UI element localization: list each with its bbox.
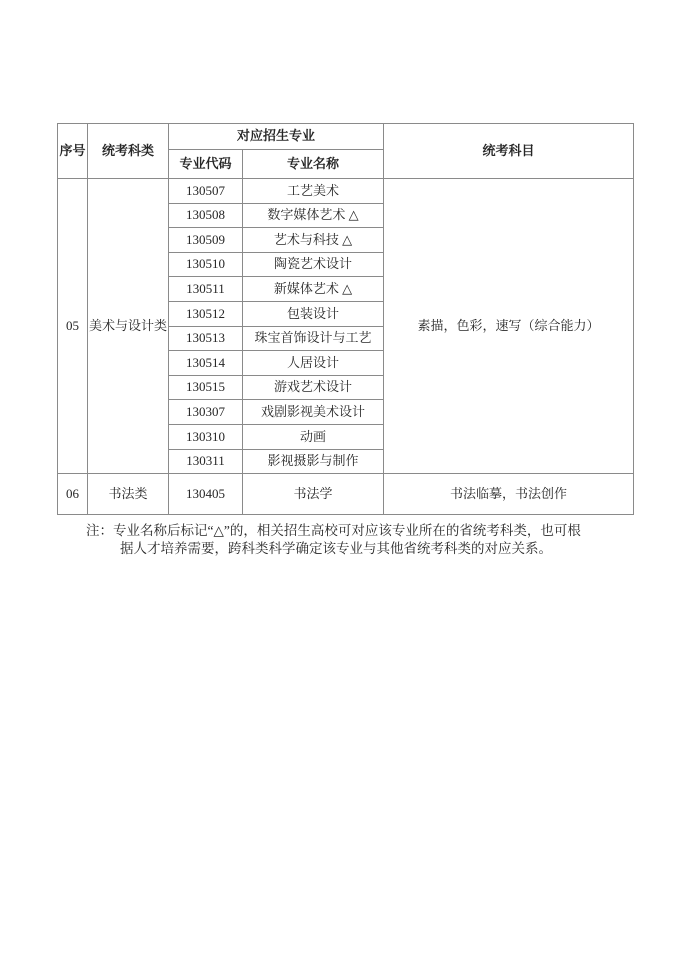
- header-index: 序号: [58, 124, 88, 179]
- cell-major-code: 130514: [169, 351, 243, 376]
- cell-major-code: 130311: [169, 449, 243, 474]
- header-major-code: 专业代码: [169, 150, 243, 179]
- cell-major-code: 130511: [169, 277, 243, 302]
- cell-major-name: 陶瓷艺术设计: [243, 252, 384, 277]
- cell-group-index: 05: [58, 179, 88, 474]
- cell-major-code: 130507: [169, 179, 243, 204]
- cell-major-name: 书法学: [243, 474, 384, 515]
- cell-group-category: 书法类: [88, 474, 169, 515]
- cell-major-name: 新媒体艺术 △: [243, 277, 384, 302]
- footnote-line-1: 注：专业名称后标记“△”的，相关招生高校可对应该专业所在的省统考科类，也可根: [86, 523, 581, 538]
- cell-major-code: 130310: [169, 424, 243, 449]
- cell-major-name: 动画: [243, 424, 384, 449]
- cell-major-code: 130510: [169, 252, 243, 277]
- cell-group-index: 06: [58, 474, 88, 515]
- cell-major-name: 数字媒体艺术 △: [243, 203, 384, 228]
- cell-major-name: 艺术与科技 △: [243, 228, 384, 253]
- cell-group-subjects: 素描，色彩，速写（综合能力）: [384, 179, 634, 474]
- header-category: 统考科类: [88, 124, 169, 179]
- header-subjects: 统考科目: [384, 124, 634, 179]
- cell-major-code: 130509: [169, 228, 243, 253]
- cell-group-subjects: 书法临摹，书法创作: [384, 474, 634, 515]
- header-major-name: 专业名称: [243, 150, 384, 179]
- header-majors-group: 对应招生专业: [169, 124, 384, 150]
- cell-major-name: 戏剧影视美术设计: [243, 400, 384, 425]
- cell-major-name: 影视摄影与制作: [243, 449, 384, 474]
- cell-major-code: 130513: [169, 326, 243, 351]
- cell-major-name: 珠宝首饰设计与工艺: [243, 326, 384, 351]
- cell-major-code: 130512: [169, 301, 243, 326]
- cell-group-category: 美术与设计类: [88, 179, 169, 474]
- cell-major-code: 130405: [169, 474, 243, 515]
- footnote-line-2: 据人才培养需要，跨科类科学确定该专业与其他省统考科类的对应关系。: [120, 540, 552, 556]
- cell-major-name: 游戏艺术设计: [243, 375, 384, 400]
- cell-major-name: 人居设计: [243, 351, 384, 376]
- cell-major-name: 工艺美术: [243, 179, 384, 204]
- cell-major-code: 130508: [169, 203, 243, 228]
- cell-major-code: 130515: [169, 375, 243, 400]
- exam-majors-table: [57, 123, 634, 515]
- cell-major-name: 包装设计: [243, 301, 384, 326]
- cell-major-code: 130307: [169, 400, 243, 425]
- footnote: [86, 522, 581, 557]
